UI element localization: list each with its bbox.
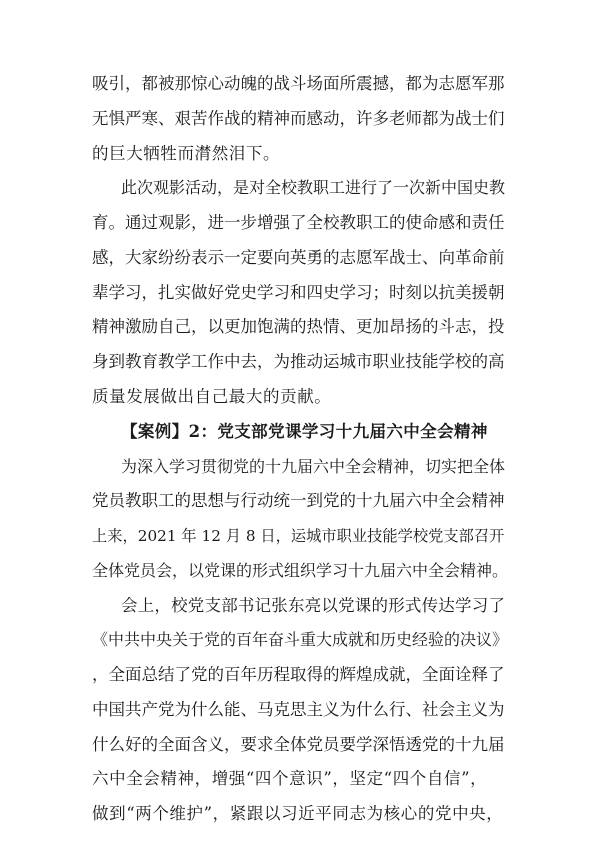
body-text-line: 的巨大牺牲而潸然泪下。: [92, 143, 281, 163]
body-text-line: 质量发展做出自己最大的贡献。: [92, 386, 332, 406]
body-text-line: 全体党员会，以党课的形式组织学习十九届六中全会精神。: [92, 560, 509, 580]
body-text-line: 无惧严寒、艰苦作战的精神而感动，许多老师都为战士们: [92, 108, 505, 128]
paragraph-first-line: 会上，校党支部书记张东亮以党课的形式传达学习了: [121, 595, 506, 615]
body-text-line: ，全面总结了党的百年历程取得的辉煌成就，全面诠释了: [92, 665, 505, 685]
paragraph-first-line: 为深入学习贯彻党的十九届六中全会精神，切实把全体: [121, 456, 506, 476]
case-heading: 【案例】2：党支部党课学习十九届六中全会精神: [121, 421, 488, 441]
body-text-line: 什么好的全面含义，要求全体党员要学深悟透党的十九届: [92, 734, 505, 754]
body-text-line: 精神激励自己，以更加饱满的热情、更加昂扬的斗志，投: [92, 317, 505, 337]
paragraph-first-line: 此次观影活动，是对全校教职工进行了一次新中国史教: [121, 178, 506, 198]
body-text-line: 育。通过观影，进一步增强了全校教职工的使命感和责任: [92, 213, 505, 233]
body-text-line: 《中共中央关于党的百年奋斗重大成就和历史经验的决议》: [92, 630, 509, 650]
body-text-line: 上来，2021 年 12 月 8 日，运城市职业技能学校党支部召开: [92, 527, 505, 546]
body-text-line: 感，大家纷纷表示一定要向英勇的志愿军战士、向革命前: [92, 247, 505, 267]
body-text-line: 中国共产党为什么能、马克思主义为什么行、社会主义为: [92, 699, 505, 719]
body-text-line: 党员教职工的思想与行动统一到党的十九届六中全会精神: [92, 491, 505, 511]
body-text-line: 身到教育教学工作中去，为推动运城市职业技能学校的高: [92, 352, 505, 372]
body-text-line: 吸引，都被那惊心动魄的战斗场面所震撼，都为志愿军那: [92, 74, 505, 93]
body-text-line: 辈学习，扎实做好党史学习和四史学习；时刻以抗美援朝: [92, 282, 505, 302]
body-text-line: 六中全会精神，增强“四个意识”，坚定“四个自信”，: [92, 769, 488, 789]
body-text-line: 做到“两个维护”，紧跟以习近平同志为核心的党中央，: [92, 804, 504, 824]
